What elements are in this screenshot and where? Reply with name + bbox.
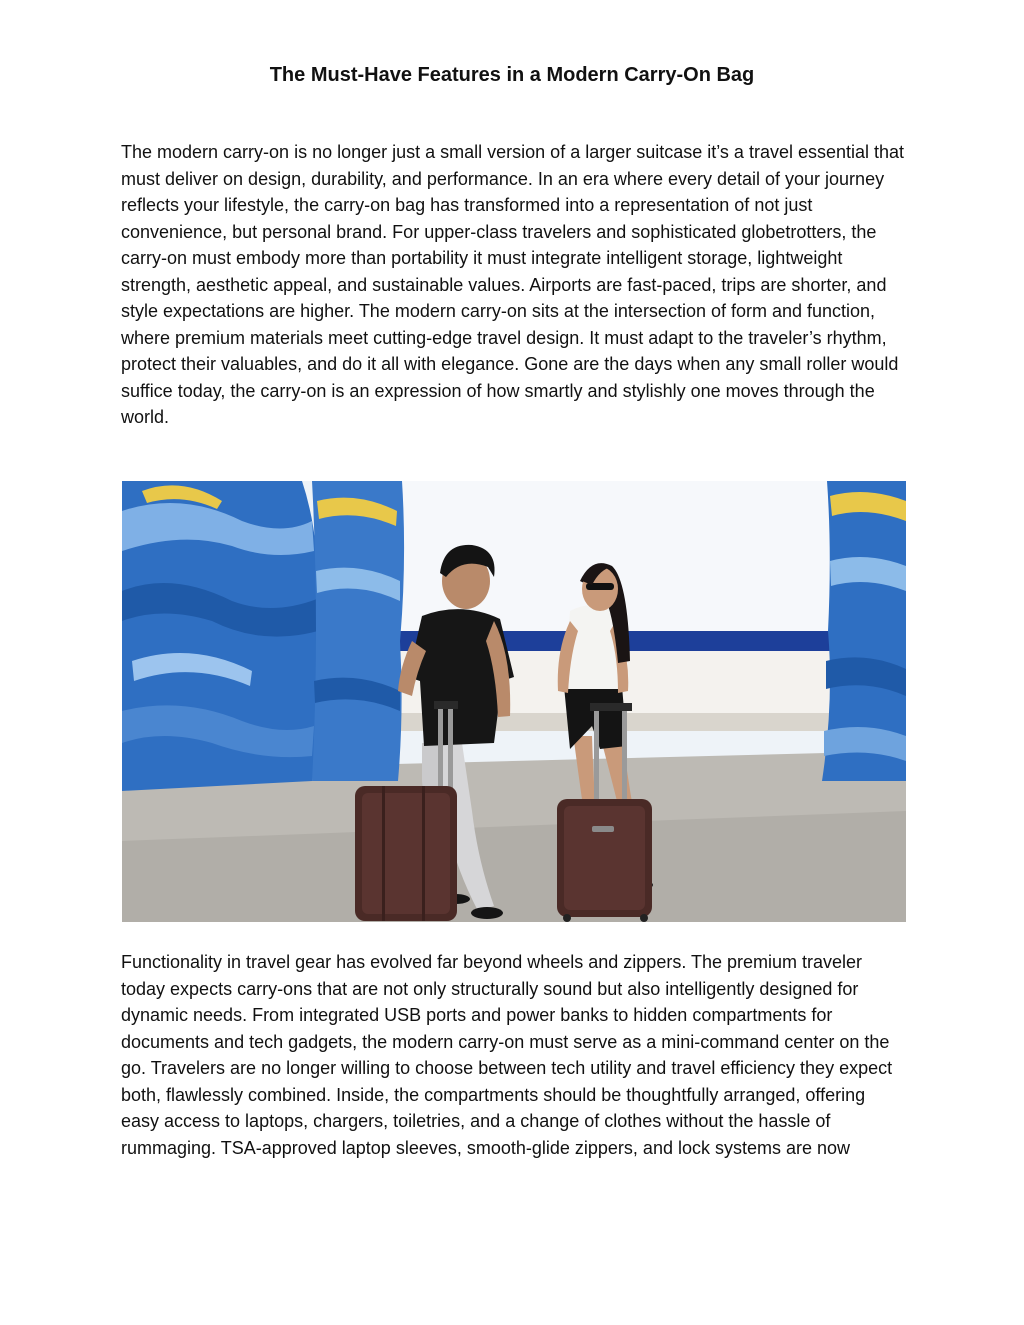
intro-paragraph: The modern carry-on is no longer just a small version of a larger suitcase it’s a travel essential that must deliver on design, durability, and performance. In an era where every detail of your journey reflects your lifestyle, the carry-on bag has transformed into a representation of not just convenience, but personal brand. For upper-class travelers and sophisticated globetrotters, the carry-on must embody more than portability it must integrate intelligent storage, lightweight strength, aesthetic appeal, and sustainable values. Airports are fast-paced, trips are shorter, and style expectations are higher. The modern carry-on sits at the intersection of form and function, where premium materials meet cutting-edge travel design. It must adapt to the traveler’s rhythm, protect their valuables, and do it all with elegance. Gone are the days when any small roller would suffice today, the carry-on is an expression of how smartly and stylishly one moves through the world. — [121, 142, 905, 427]
document-title: The Must-Have Features in a Modern Carry-On Bag — [269, 64, 755, 86]
travelers-photo — [122, 481, 906, 922]
functionality-paragraph: Functionality in travel gear has evolved far beyond wheels and zippers. The premium traveler today expects carry-ons that are not only structurally sound but also intelligently designed for dynamic needs. From integrated USB ports and power banks to hidden compartments for documents and tech gadgets, the modern carry-on must serve as a mini-command center on the go. Travelers are no longer willing to choose between tech utility and travel efficiency they expect both, flawlessly combined. Inside, the compartments should be thoughtfully arranged, offering easy access to laptops, chargers, toiletries, and a change of clothes without the hassle of rummaging. TSA-approved laptop sleeves, smooth-glide zippers, and lock systems are now — [121, 952, 893, 1158]
